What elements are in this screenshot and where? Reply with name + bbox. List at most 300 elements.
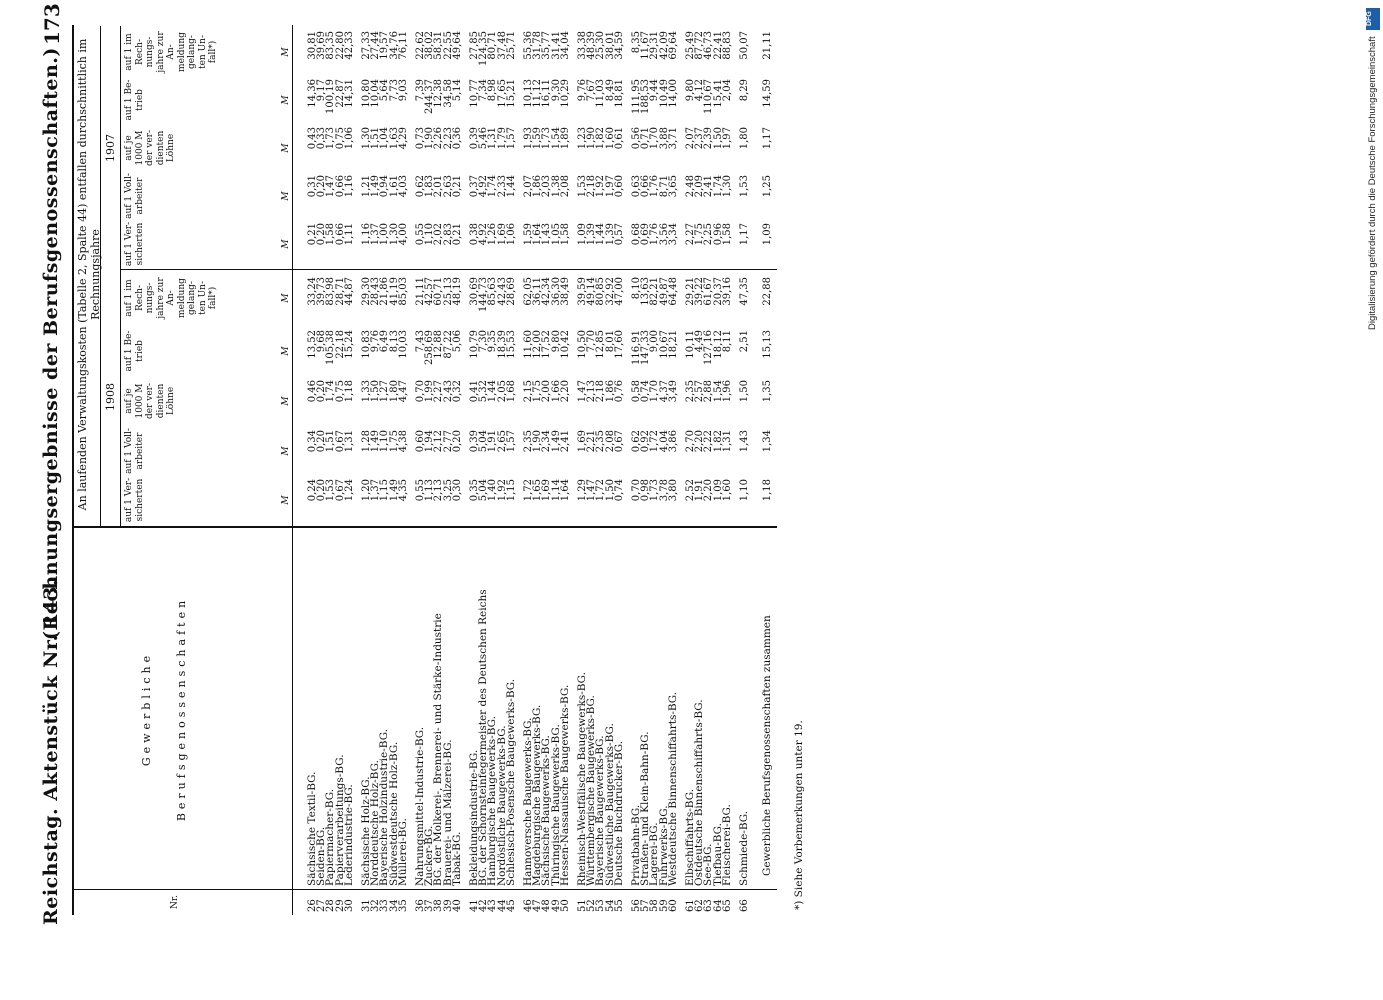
row-value: 13,63 [640, 277, 652, 306]
row-value: 38,49 [559, 277, 571, 306]
row-value: 1,23 [577, 127, 588, 150]
column-head: auf je 1000 M der ver- dienten Löhne [124, 130, 176, 167]
row-value: 10,49 [658, 79, 670, 108]
row-value: 8,71 [658, 175, 670, 198]
row-value: 0,34 [307, 430, 318, 453]
row-value: 32,92 [604, 277, 616, 306]
row-number: 47 [532, 899, 544, 912]
row-value: 111,95 [631, 79, 642, 114]
row-name: Norddeutsche Holz-BG. [369, 760, 382, 886]
row-number: 55 [613, 899, 625, 912]
row-value: 2,26 [433, 127, 445, 150]
row-value: 4,03 [397, 175, 409, 198]
row-value: 0,37 [469, 175, 480, 198]
row-value: 34,04 [559, 31, 571, 60]
row-value: 14,31 [343, 79, 355, 108]
row-value: 80,71 [487, 31, 499, 60]
row-value: 2,04 [721, 79, 733, 102]
row-value: 1,82 [595, 127, 607, 150]
row-number: 30 [343, 899, 355, 912]
row-value: 0,33 [316, 127, 328, 150]
row-name: BG. der Molkerei-, Brennerei- und Stärke-Industrie [432, 613, 445, 886]
row-value: 1,09 [577, 223, 588, 246]
unit-label: M [281, 346, 291, 356]
row-value: 0,36 [451, 127, 463, 150]
column-head: auf 1 Be- trieb [124, 79, 145, 121]
row-value: 1,58 [559, 223, 571, 246]
row-name: Magdeburgische Baugewerks-BG. [531, 704, 544, 886]
row-value: 147,33 [640, 330, 652, 365]
row-value: 2,20 [703, 479, 715, 502]
row-value: 1,16 [343, 175, 355, 198]
row-value: 1,50 [739, 380, 750, 403]
row-value: 30,81 [307, 31, 318, 60]
row-value: 1,60 [721, 479, 733, 502]
row-value: 85,63 [487, 277, 499, 306]
row-value: 7,43 [415, 330, 426, 353]
row-number: 45 [505, 899, 517, 912]
row-number: 40 [451, 899, 463, 912]
row-value: 0,31 [307, 175, 318, 198]
row-value: 1,09 [712, 479, 724, 502]
row-value: 0,21 [451, 175, 463, 198]
row-value: 1,37 [370, 479, 382, 502]
row-value: 5,04 [478, 479, 490, 502]
unit-label: M [281, 191, 291, 201]
row-value: 1,16 [361, 223, 372, 246]
row-value: 9,17 [316, 79, 328, 102]
row-number: 41 [469, 899, 480, 912]
row-value: 3,80 [667, 479, 679, 502]
row-value: 1,43 [541, 223, 553, 246]
row-value: 11,60 [523, 330, 534, 359]
row-value: 1,97 [604, 175, 616, 198]
row-value: 2,63 [442, 175, 454, 198]
row-value: 0,66 [640, 175, 652, 198]
row-number: 36 [415, 899, 426, 912]
row-number: 26 [307, 899, 318, 912]
row-value: 1,64 [532, 223, 544, 246]
row-name: Württembergische Baugewerks-BG. [585, 695, 598, 886]
row-value: 87,22 [442, 330, 454, 359]
row-value: 38,02 [424, 31, 436, 60]
row-value: 1,74 [487, 175, 499, 198]
row-name: Fleischerei-BG. [720, 804, 733, 886]
header-left: Reichstag. Aktenstück Nr. 143. [40, 578, 62, 925]
row-value: 1,75 [388, 430, 400, 453]
names-label-1: Gewerbliche [140, 651, 153, 767]
row-value: 0,94 [379, 175, 391, 198]
row-value: 9,76 [370, 330, 382, 353]
row-value: 5,64 [379, 79, 391, 102]
row-value: 1,10 [739, 479, 750, 502]
row-value: 1,76 [649, 175, 661, 198]
row-value: 0,20 [316, 430, 328, 453]
row-value: 1,74 [712, 175, 724, 198]
row-value: 9,80 [550, 330, 562, 353]
row-number: 54 [604, 899, 616, 912]
row-value: 28,43 [370, 277, 382, 306]
row-value: 0,96 [712, 223, 724, 246]
row-value: 16,11 [541, 79, 553, 108]
row-name: Zucker-BG. [423, 825, 436, 886]
unit-label: M [281, 47, 291, 57]
total-row-value: 14,59 [762, 79, 774, 108]
row-name: Fuhrwerks-BG. [657, 805, 670, 886]
row-value: 34,58 [442, 79, 454, 108]
row-value: 60,71 [433, 277, 445, 306]
row-value: 2,41 [559, 430, 571, 453]
row-value: 28,71 [334, 277, 346, 306]
row-value: 18,39 [496, 330, 508, 359]
row-value: 0,75 [334, 380, 346, 403]
row-number: 29 [334, 899, 346, 912]
row-value: 10,13 [523, 79, 534, 108]
row-value: 1,27 [379, 380, 391, 403]
row-number: 49 [550, 899, 562, 912]
row-value: 1,75 [532, 380, 544, 403]
row-value: 1,72 [523, 479, 534, 502]
row-value: 1,13 [424, 479, 436, 502]
row-value: 1,39 [604, 223, 616, 246]
column-head: auf je 1000 M der ver- dienten Löhne [124, 383, 176, 420]
row-value: 25,30 [595, 31, 607, 60]
row-name: Deutsche Buchdrucker-BG. [612, 740, 625, 886]
total-row-value: 1,25 [762, 175, 774, 198]
row-value: 58,31 [433, 31, 445, 60]
row-value: 34,59 [613, 31, 625, 60]
unit-label: M [281, 293, 291, 303]
row-value: 2,35 [523, 430, 534, 453]
row-value: 88,83 [721, 31, 733, 60]
row-name: Müllerei-BG. [396, 818, 409, 886]
nr-divider [72, 889, 777, 890]
row-value: 12,38 [433, 79, 445, 108]
row-value: 33,38 [577, 31, 588, 60]
row-value: 1,49 [370, 430, 382, 453]
row-name: Bayerische Baugewerks-BG. [594, 735, 607, 886]
row-value: 2,48 [685, 175, 696, 198]
row-value: 7,30 [478, 330, 490, 353]
row-value: 2,18 [586, 175, 598, 198]
row-value: 1,10 [424, 223, 436, 246]
row-value: 3,25 [442, 479, 454, 502]
row-value: 1,31 [343, 430, 355, 453]
row-value: 0,20 [316, 223, 328, 246]
row-value: 76,11 [397, 31, 409, 60]
row-value: 1,50 [604, 479, 616, 502]
row-value: 25,49 [685, 31, 696, 60]
unit-label: M [281, 446, 291, 456]
row-value: 1,72 [595, 479, 607, 502]
column-head: auf 1 Be- trieb [124, 330, 145, 372]
row-value: 1,18 [343, 380, 355, 403]
row-value: 31,41 [550, 31, 562, 60]
row-value: 1,51 [325, 430, 337, 453]
row-value: 1,39 [586, 223, 598, 246]
row-value: 2,03 [541, 175, 553, 198]
row-value: 18,21 [667, 330, 679, 359]
row-value: 244,37 [424, 79, 436, 114]
row-value: 11,03 [595, 79, 607, 108]
row-value: 1,53 [577, 175, 588, 198]
row-value: 10,77 [469, 79, 480, 108]
row-value: 258,69 [424, 330, 436, 365]
row-value: 33,24 [307, 277, 318, 306]
row-value: 19,57 [379, 31, 391, 60]
row-value: 1,30 [721, 175, 733, 198]
row-value: 17,65 [496, 79, 508, 108]
row-value: 14,36 [307, 79, 318, 108]
row-value: 1,53 [739, 175, 750, 198]
row-name: Südwestliche Baugewerks-BG. [603, 723, 616, 886]
row-value: 1,47 [325, 175, 337, 198]
header-rule [292, 25, 293, 915]
row-value: 1,86 [532, 175, 544, 198]
row-value: 62,05 [523, 277, 534, 306]
row-value: 87,72 [694, 31, 706, 60]
total-row-value: 21,11 [762, 31, 774, 60]
row-value: 9,76 [577, 79, 588, 102]
row-name: Tabak-BG. [450, 831, 463, 886]
row-number: 51 [577, 899, 588, 912]
row-number: 31 [361, 899, 372, 912]
row-value: 29,31 [649, 31, 661, 60]
row-value: 39,69 [316, 31, 328, 60]
row-value: 50,07 [739, 31, 750, 60]
row-value: 2,27 [433, 380, 445, 403]
row-value: 0,38 [469, 223, 480, 246]
column-head: auf 1 Voll- arbeiter [124, 173, 145, 219]
row-value: 61,67 [703, 277, 715, 306]
row-number: 37 [424, 899, 436, 912]
row-number: 59 [658, 899, 670, 912]
row-value: 0,75 [334, 127, 346, 150]
row-value: 1,82 [712, 430, 724, 453]
row-value: 8,29 [739, 79, 750, 102]
row-value: 35,77 [541, 31, 553, 60]
row-value: 0,60 [613, 175, 625, 198]
row-value: 2,05 [496, 380, 508, 403]
row-value: 1,72 [649, 430, 661, 453]
row-value: 1,21 [361, 175, 372, 198]
row-value: 2,39 [703, 127, 715, 150]
row-value: 1,49 [370, 175, 382, 198]
row-value: 2,52 [685, 479, 696, 502]
row-value: 1,99 [424, 380, 436, 403]
row-name: Papierverarbeitungs-BG. [333, 754, 346, 886]
row-value: 1,92 [496, 479, 508, 502]
row-number: 48 [541, 899, 553, 912]
row-value: 0,41 [469, 380, 480, 403]
row-value: 44,87 [343, 277, 355, 306]
row-value: 1,90 [532, 430, 544, 453]
row-number: 44 [496, 899, 508, 912]
row-number: 60 [667, 899, 679, 912]
total-row-name: Gewerbliche Berufsgenossenschaften zusammen [761, 615, 774, 876]
names-label-2: Berufsgenossenschaften [175, 596, 188, 822]
unit-label: M [281, 396, 291, 406]
top-rule [72, 25, 74, 915]
row-value: 0,24 [307, 479, 318, 502]
row-value: 0,60 [415, 430, 426, 453]
unit-label: M [281, 95, 291, 105]
row-value: 13,52 [307, 330, 318, 359]
row-value: 1,79 [496, 127, 508, 150]
row-value: 25,71 [505, 31, 517, 60]
row-value: 1,80 [739, 127, 750, 150]
row-value: 64,48 [667, 277, 679, 306]
row-value: 1,10 [379, 430, 391, 453]
total-row-value: 1,09 [762, 223, 774, 246]
row-value: 28,69 [505, 277, 517, 306]
total-row-value: 1,18 [762, 479, 774, 502]
row-value: 2,09 [694, 175, 706, 198]
row-value: 116,91 [631, 330, 642, 365]
row-value: 2,22 [703, 430, 715, 453]
row-value: 2,12 [433, 430, 445, 453]
row-name: Schmiede-BG. [738, 810, 750, 886]
row-value: 0,57 [613, 223, 625, 246]
column-head: auf 1 im Rech- nungs- jahre zur An- meldung gelang- ten Un- fall*) [124, 277, 218, 319]
row-value: 5,04 [478, 430, 490, 453]
row-value: 49,64 [451, 31, 463, 60]
row-value: 27,33 [361, 31, 372, 60]
row-name: Privatbahn-BG. [630, 804, 642, 886]
row-value: 0,39 [469, 127, 480, 150]
row-value: 17,60 [613, 330, 625, 359]
row-value: 38,01 [604, 31, 616, 60]
row-value: 0,66 [334, 223, 346, 246]
row-value: 2,07 [685, 127, 696, 150]
row-value: 144,73 [478, 277, 490, 312]
row-value: 2,13 [433, 479, 445, 502]
row-value: 1,15 [379, 479, 391, 502]
row-value: 1,37 [370, 223, 382, 246]
row-value: 1,70 [649, 127, 661, 150]
row-value: 1,59 [532, 127, 544, 150]
row-value: 5,32 [478, 380, 490, 403]
row-value: 0,66 [334, 175, 346, 198]
row-value: 36,30 [550, 277, 562, 306]
row-value: 1,92 [595, 175, 607, 198]
row-value: 55,36 [523, 31, 534, 60]
row-value: 1,11 [343, 223, 355, 246]
row-value: 83,98 [325, 277, 337, 306]
row-value: 80,85 [595, 277, 607, 306]
footnote: *) Siehe Vorbemerkungen unter 19. [793, 720, 806, 910]
row-value: 2,35 [595, 430, 607, 453]
row-value: 0,62 [415, 175, 426, 198]
row-value: 1,33 [361, 380, 372, 403]
row-value: 10,67 [658, 330, 670, 359]
row-value: 0,35 [469, 479, 480, 502]
row-name: Elbschiffahrts-BG. [684, 788, 696, 886]
row-value: 127,16 [703, 330, 715, 365]
row-name: Brauerei- und Mälzerei-BG. [441, 739, 454, 886]
row-value: 27,85 [469, 31, 480, 60]
row-value: 0,20 [316, 479, 328, 502]
row-value: 2,57 [694, 380, 706, 403]
row-value: 2,34 [541, 430, 553, 453]
row-value: 1,66 [550, 380, 562, 403]
row-value: 1,58 [721, 223, 733, 246]
row-value: 0,92 [640, 430, 652, 453]
row-number: 34 [388, 899, 400, 912]
row-value: 49,87 [658, 277, 670, 306]
row-value: 21,86 [379, 277, 391, 306]
row-value: 12,85 [595, 330, 607, 359]
row-value: 0,70 [631, 479, 642, 502]
dfg-logo: DFG [1366, 8, 1380, 30]
year-1907: 1907 [104, 134, 117, 162]
row-value: 6,49 [379, 330, 391, 353]
row-value: 0,58 [631, 380, 642, 403]
row-value: 0,56 [631, 127, 642, 150]
row-value: 14,00 [667, 79, 679, 108]
row-value: 1,75 [694, 223, 706, 246]
total-row-value: 1,17 [762, 127, 774, 150]
row-value: 2,43 [442, 380, 454, 403]
row-value: 69,64 [667, 31, 679, 60]
row-value: 9,68 [316, 330, 328, 353]
row-value: 9,35 [487, 330, 499, 353]
row-value: 2,21 [586, 430, 598, 453]
row-value: 4,12 [694, 79, 706, 102]
row-value: 7,39 [415, 79, 426, 102]
row-number: 66 [739, 899, 750, 912]
row-value: 29,21 [685, 277, 696, 306]
row-value: 1,91 [487, 430, 499, 453]
row-value: 0,74 [613, 479, 625, 502]
row-value: 2,35 [685, 380, 696, 403]
row-number: 27 [316, 899, 328, 912]
row-value: 1,64 [559, 479, 571, 502]
row-number: 65 [721, 899, 733, 912]
row-value: 1,31 [487, 127, 499, 150]
row-value: 1,83 [424, 175, 436, 198]
row-value: 5,06 [451, 330, 463, 353]
row-value: 0,73 [415, 127, 426, 150]
row-value: 1,96 [721, 380, 733, 403]
row-value: 42,57 [424, 277, 436, 306]
row-value: 0,61 [613, 127, 625, 150]
row-value: 1,00 [379, 223, 391, 246]
row-value: 0,71 [640, 127, 652, 150]
unit-label: M [281, 495, 291, 505]
row-number: 35 [397, 899, 409, 912]
row-value: 1,04 [379, 127, 391, 150]
row-value: 0,30 [451, 479, 463, 502]
row-value: 3,65 [667, 175, 679, 198]
row-value: 1,70 [649, 380, 661, 403]
row-value: 1,43 [739, 430, 750, 453]
row-name: Hannoversche Baugewerks-BG. [522, 717, 534, 886]
row-value: 25,13 [442, 277, 454, 306]
row-value: 1,31 [721, 430, 733, 453]
row-value: 3,49 [667, 380, 679, 403]
row-value: 31,78 [532, 31, 544, 60]
row-value: 1,69 [496, 223, 508, 246]
row-value: 1,97 [721, 127, 733, 150]
row-value: 4,37 [658, 380, 670, 403]
row-value: 1,76 [649, 223, 661, 246]
row-value: 1,05 [550, 223, 562, 246]
row-value: 1,20 [361, 479, 372, 502]
row-value: 5,14 [451, 79, 463, 102]
row-value: 2,37 [694, 127, 706, 150]
row-number: 64 [712, 899, 724, 912]
